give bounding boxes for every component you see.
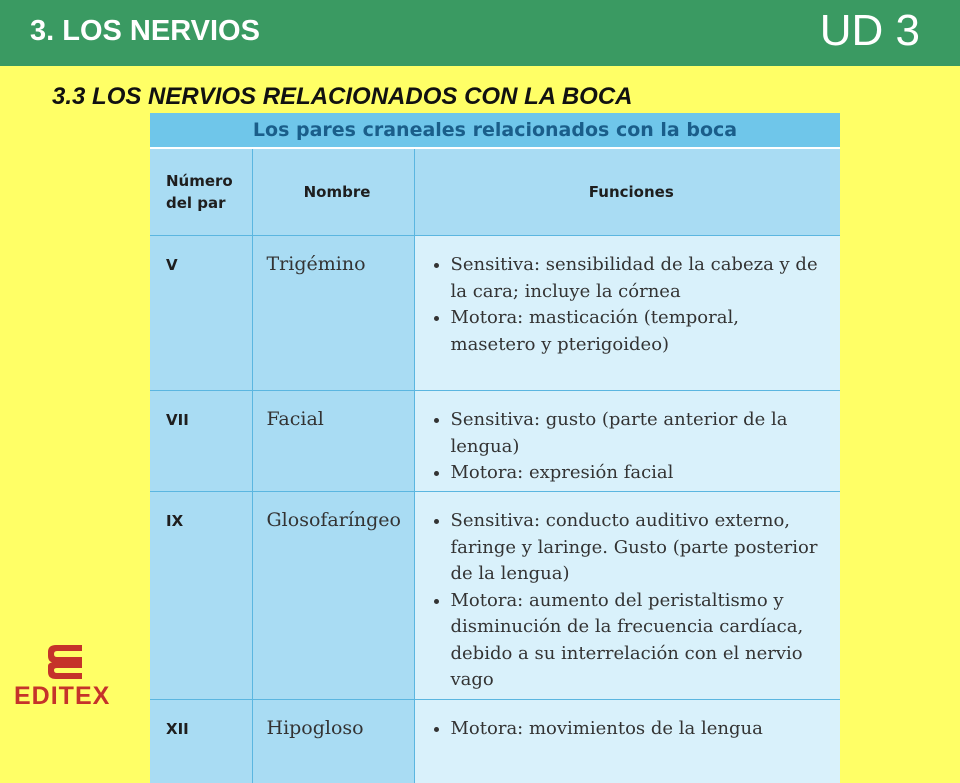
nerve-number: VII [150, 391, 252, 492]
editex-logo [14, 642, 114, 712]
nerve-name: Hipogloso [252, 700, 414, 783]
section-title: 3. LOS NERVIOS [30, 15, 260, 48]
table-caption-row [150, 113, 840, 148]
book-stack-icon [42, 642, 88, 680]
nerve-number: XII [150, 700, 252, 783]
cranial-nerves-table [150, 113, 840, 698]
function-item: • Motora: aumento del peristaltismo y disminución de la frecuencia cardíaca, debido a su interrelación con el nervio vago [451, 588, 829, 694]
nerve-name: Trigémino [252, 236, 414, 391]
nerve-name: Facial [252, 391, 414, 492]
function-item: • Sensitiva: gusto (parte anterior de la lengua) [451, 407, 829, 460]
nerve-functions [414, 700, 840, 783]
function-item: • Sensitiva: sensibilidad de la cabeza y de la cara; incluye la córnea [451, 252, 829, 305]
nerve-functions [414, 236, 840, 391]
header-number [150, 148, 252, 236]
subtitle: 3.3 LOS NERVIOS RELACIONADOS CON LA BOCA [52, 83, 633, 111]
header-name: Nombre [252, 148, 414, 236]
nerve-number: V [150, 236, 252, 391]
header-bar [0, 0, 960, 66]
table-row [150, 492, 840, 700]
nerve-name: Glosofaríngeo [252, 492, 414, 700]
table-caption: Los pares craneales relacionados con la boca [150, 113, 840, 148]
header-functions: Funciones [414, 148, 840, 236]
function-item: • Motora: movimientos de la lengua [451, 716, 829, 743]
nerve-functions [414, 391, 840, 492]
unit-label: UD 3 [820, 6, 920, 56]
header-number-line1: Número [166, 172, 233, 190]
table-row [150, 700, 840, 783]
table-row [150, 236, 840, 391]
function-item: • Motora: expresión facial [451, 460, 829, 487]
nerve-functions [414, 492, 840, 700]
table-row [150, 391, 840, 492]
function-item: • Motora: masticación (temporal, masetero y pterigoideo) [451, 305, 829, 358]
function-item: • Sensitiva: conducto auditivo externo, faringe y laringe. Gusto (parte posterior de la lengua) [451, 508, 829, 588]
header-number-line2: del par [166, 194, 226, 212]
logo-text: EDITEX [14, 682, 110, 711]
table-header-row [150, 148, 840, 236]
nerve-number: IX [150, 492, 252, 700]
